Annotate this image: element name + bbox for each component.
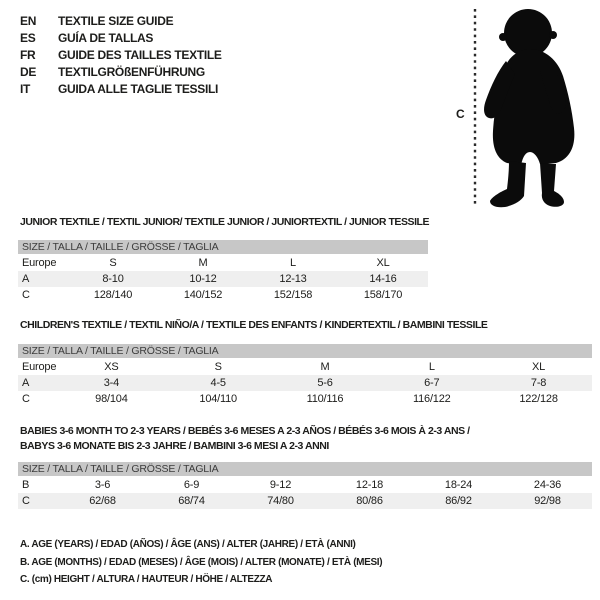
size-header-bar: SIZE / TALLA / TAILLE / GRÖSSE / TAGLIA [18,344,592,358]
babies-table-title-line2: BABYS 3-6 MONATE BIS 2-3 JAHRE / BAMBINI 3-6 MESI A 2-3 ANNI [20,440,329,452]
language-row-de [20,64,222,81]
children-size-table [18,344,592,407]
size-cell: S [109,257,117,269]
age-cell: 4-5 [210,377,226,389]
height-cell: 74/80 [267,495,294,507]
age-cell: 18-24 [444,479,473,491]
babies-size-table [18,462,592,509]
height-cell: 152/158 [273,289,313,301]
size-cell: M [198,257,208,269]
table-row [18,477,592,493]
table-row [18,255,428,271]
age-cell: 10-12 [189,273,217,285]
size-cell: L [428,361,435,373]
row-label: B [22,479,30,491]
babies-table-title-line1: BABIES 3-6 MONTH TO 2-3 YEARS / BEBÉS 3-6 MESES A 2-3 AÑOS / BÉBÉS 3-6 MOIS À 2-3 ANS / [20,425,470,437]
height-cell: 86/92 [445,495,472,507]
age-cell: 3-6 [94,479,111,491]
age-cell: 9-12 [269,479,292,491]
height-cell: 122/128 [519,393,558,405]
toddler-silhouette-image [483,5,598,208]
junior-size-table [18,240,428,303]
age-cell: 12-13 [279,273,307,285]
legend-line-c: C. (cm) HEIGHT / ALTURA / HAUTEUR / HÖHE / ALTEZZA [20,574,273,585]
height-cell: 158/170 [363,289,403,301]
children-table-title: CHILDREN'S TEXTILE / TEXTIL NIÑO/A / TEXTILE DES ENFANTS / KINDERTEXTIL / BAMBINI TESSILE [20,319,488,331]
table-row [18,493,592,509]
row-label: Europe [22,257,57,269]
legend [20,536,382,589]
age-cell: 6-9 [183,479,200,491]
table-row [18,271,428,287]
language-row-fr [20,47,222,64]
height-cell: 62/68 [89,495,116,507]
age-cell: 7-8 [530,377,547,389]
size-cell: XL [532,361,546,373]
junior-table-title: JUNIOR TEXTILE / TEXTIL JUNIOR/ TEXTILE JUNIOR / JUNIORTEXTIL / JUNIOR TESSILE [20,216,430,228]
language-code: FR [20,48,36,62]
language-title: GUÍA DE TALLAS [58,31,154,45]
size-cell: S [214,361,222,373]
language-row-en [20,13,222,30]
height-cell: 110/116 [306,393,344,405]
row-label: C [22,495,30,507]
age-cell: 5-6 [317,377,333,389]
height-cell: 68/74 [178,495,205,507]
height-measure-line [471,9,479,209]
language-code: IT [20,82,31,96]
height-cell: 140/152 [183,289,223,301]
age-cell: 6-7 [424,377,440,389]
language-row-it [20,81,222,98]
row-label: A [22,273,30,285]
language-title: GUIDA ALLE TAGLIE TESSILI [58,82,219,96]
row-label: C [22,289,30,301]
row-label: Europe [22,361,57,373]
language-row-es [20,30,222,47]
height-marker-label: C [456,107,465,121]
size-header-bar: SIZE / TALLA / TAILLE / GRÖSSE / TAGLIA [18,462,592,476]
size-cell: XL [376,257,390,269]
height-cell: 128/140 [93,289,133,301]
size-cell: M [320,361,330,373]
table-row [18,359,592,375]
language-title: GUIDE DES TAILLES TEXTILE [58,48,222,62]
language-code: EN [20,14,37,28]
age-cell: 12-18 [355,479,384,491]
row-label: A [22,377,30,389]
height-cell: 98/104 [95,393,128,405]
table-row [18,287,428,303]
legend-line-a: A. AGE (YEARS) / EDAD (AÑOS) / ÂGE (ANS) / ALTER (JAHRE) / ETÀ (ANNI) [20,539,356,550]
language-title: TEXTILE SIZE GUIDE [58,14,174,28]
table-row [18,391,592,407]
row-label: C [22,393,30,405]
language-code: ES [20,31,36,45]
table-row [18,375,592,391]
size-cell: XS [104,361,119,373]
legend-line-b: B. AGE (MONTHS) / EDAD (MESES) / ÂGE (MOIS) / ALTER (MONATE) / ETÀ (MESI) [20,556,383,568]
height-cell: 80/86 [356,495,383,507]
age-cell: 24-36 [533,479,562,491]
age-cell: 8-10 [102,273,124,285]
age-cell: 14-16 [369,273,397,285]
size-header-bar: SIZE / TALLA / TAILLE / GRÖSSE / TAGLIA [18,240,428,254]
height-cell: 92/98 [534,495,561,507]
language-title: TEXTILGRÖßENFÜHRUNG [58,65,205,79]
language-code: DE [20,65,37,79]
height-cell: 104/110 [199,393,237,405]
language-title-list [20,13,222,98]
size-cell: L [290,257,296,269]
height-cell: 116/122 [413,393,451,405]
age-cell: 3-4 [103,377,120,389]
